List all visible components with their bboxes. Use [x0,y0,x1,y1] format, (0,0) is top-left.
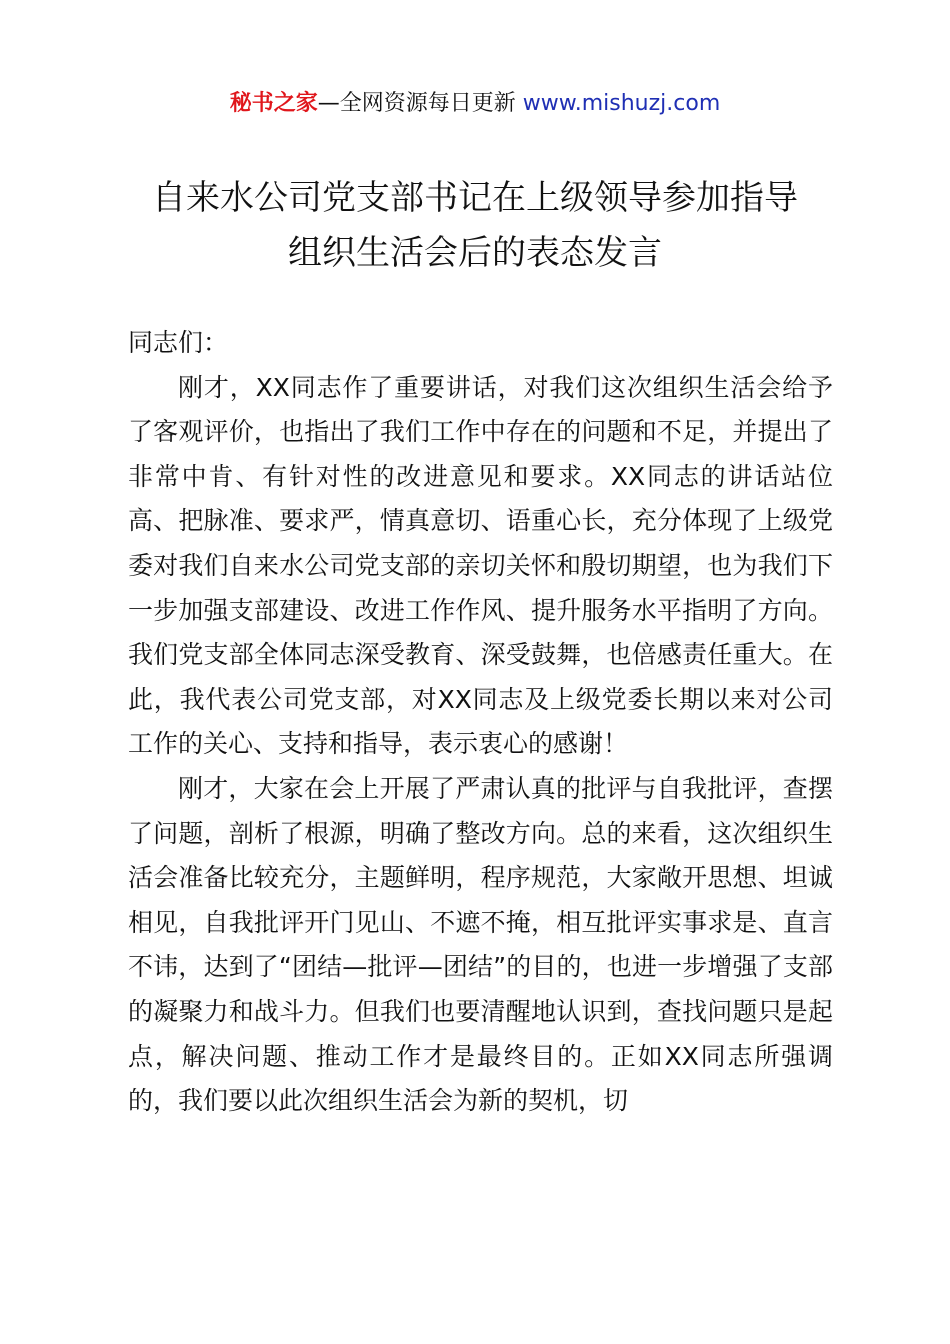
document-title-line-1: 自来水公司党支部书记在上级领导参加指导 [152,178,798,218]
salutation: 同志们： [128,328,229,357]
body-paragraph-2: 刚才，大家在会上开展了严肃认真的批评与自我批评，查摆了问题，剖析了根源，明确了整改方向。总的来看，这次组织生活会准备比较充分，主题鲜明，程序规范，大家敞开思想、坦诚相见，自我批评开门见山、不遮不掩，相互批评实事求是、直言不讳，达到了“团结—批评—团结”的目的，也进一步增强了支部的凝聚力和战斗力。但我们也要清醒地认识到，查找问题只是起点，解决问题、推动工作才是最终目的。正如XX同志所强调的，我们要以此次组织生活会为新的契机，切 [128,773,833,1116]
site-url-link[interactable]: www.mishuzj.com [522,91,721,116]
document-title [100,171,850,281]
document-title-line-2: 组织生活会后的表态发言 [288,233,662,273]
site-name: 秘书之家 [229,91,318,116]
site-header [0,86,950,122]
document-body [128,321,833,1124]
body-paragraph-1: 刚才，XX同志作了重要讲话，对我们这次组织生活会给予了客观评价，也指出了我们工作中存在的问题和不足，并提出了非常中肯、有针对性的改进意见和要求。XX同志的讲话站位高、把脉准、要求严，情真意切、语重心长，充分体现了上级党委对我们自来水公司党支部的亲切关怀和殷切期望，也为我们下一步加强支部建设、改进工作作风、提升服务水平指明了方向。我们党支部全体同志深受教育、深受鼓舞，也倍感责任重大。在此，我代表公司党支部，对XX同志及上级党委长期以来对公司工作的关心、支持和指导，表示衷心的感谢！ [128,372,833,759]
site-slogan: —全网资源每日更新 [317,91,523,116]
